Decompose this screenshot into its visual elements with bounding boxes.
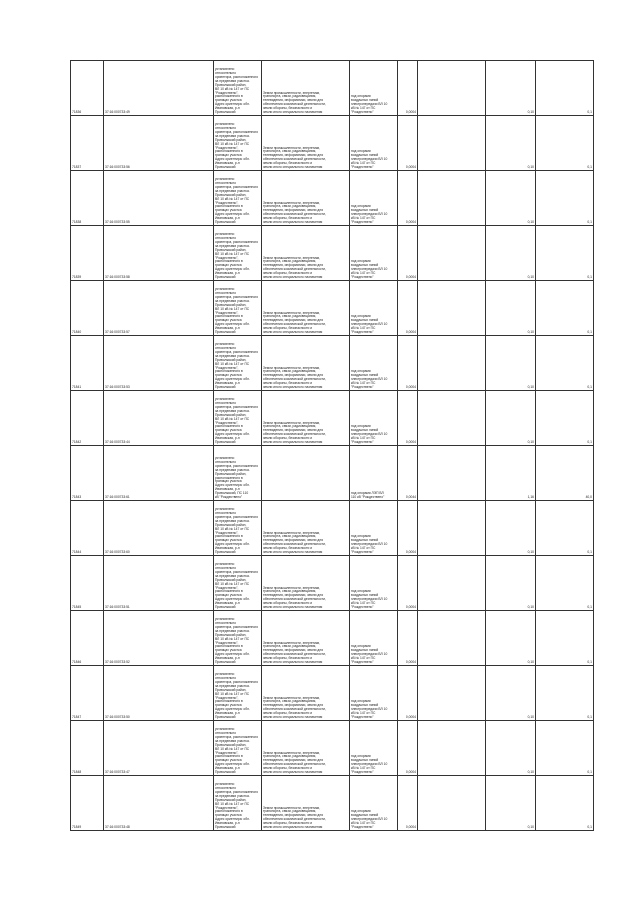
land-category-cell: Земли промышленности, энергетики, транспорта, связи, радиовещания, телевидения, информатики, земли для обеспечения космической деятельности, земли обороны, безопасности и земли иного специального назначения — [262, 666, 350, 721]
total-cell: 0,1 — [536, 666, 594, 721]
area-cell: 0,0004 — [398, 611, 418, 666]
land-category-cell: Земли промышленности, энергетики, транспорта, связи, радиовещания, телевидения, информатики, земли для обеспечения космической деятельности, земли обороны, безопасности и земли иного специального назначения — [262, 501, 350, 556]
empty-cell — [418, 61, 486, 116]
land-category-cell: Земли промышленности, энергетики, транспорта, связи, радиовещания, телевидения, информатики, земли для обеспечения космической деятельности, земли обороны, безопасности и земли иного специального назначения — [262, 556, 350, 611]
cadastral-number-cell: 37:16:000733:51 — [104, 556, 214, 611]
table-row — [71, 61, 594, 116]
table-body — [71, 61, 594, 831]
area-cell: 0,0004 — [398, 281, 418, 336]
purpose-cell: под опорами воздушных линий электропередачи ВЛ 10 кВ № 147 от ПС "Рождествено" — [350, 501, 398, 556]
area-cell: 0,0004 — [398, 776, 418, 831]
land-category-cell: Земли промышленности, энергетики, транспорта, связи, радиовещания, телевидения, информатики, земли для обеспечения космической деятельности, земли обороны, безопасности и земли иного специального назначения — [262, 226, 350, 281]
cadastral-value-cell: 0,10 — [486, 171, 536, 226]
land-category-cell: Земли промышленности, энергетики, транспорта, связи, радиовещания, телевидения, информатики, земли для обеспечения космической деятельности, земли обороны, безопасности и земли иного специального назначения — [262, 721, 350, 776]
total-cell: 0,1 — [536, 611, 594, 666]
area-cell: 0,0004 — [398, 61, 418, 116]
empty-cell — [418, 721, 486, 776]
document-sheet — [70, 60, 593, 831]
row-number-cell: 71838 — [71, 171, 104, 226]
location-cell: установлено относительно ориентира, расположенного за пределами участка. Приволжский район, ВЛ 10 кВ № 147 от ПС "Рождествено", расположенного в границах участка Адрес ориентира: обл. Ивановская, р-н Приволжский — [214, 611, 262, 666]
purpose-cell: под опорами ЛЭП ВЛ 110 кВ "Рождествено" — [350, 446, 398, 501]
table-row — [71, 226, 594, 281]
purpose-cell: под опорами воздушных линий электропередачи ВЛ 10 кВ № 147 от ПС "Рождествено" — [350, 226, 398, 281]
empty-cell — [418, 611, 486, 666]
land-category-cell: Земли промышленности, энергетики, транспорта, связи, радиовещания, телевидения, информатики, земли для обеспечения космической деятельности, земли обороны, безопасности и земли иного специального назначения — [262, 391, 350, 446]
area-cell: 0,0004 — [398, 171, 418, 226]
row-number-cell: 71836 — [71, 61, 104, 116]
empty-cell — [418, 776, 486, 831]
area-cell: 0,0004 — [398, 666, 418, 721]
row-number-cell: 71839 — [71, 226, 104, 281]
location-cell: установлено относительно ориентира, расположенного за пределами участка. Приволжский район, ВЛ 10 кВ № 147 от ПС "Рождествено", расположенного в границах участка Адрес ориентира: обл. Ивановская, р-н Приволжский — [214, 226, 262, 281]
area-cell: 0,0004 — [398, 501, 418, 556]
land-category-cell: Земли промышленности, энергетики, транспорта, связи, радиовещания, телевидения, информатики, земли для обеспечения космической деятельности, земли обороны, безопасности и земли иного специального назначения — [262, 61, 350, 116]
area-cell: 0,0044 — [398, 446, 418, 501]
empty-cell — [418, 281, 486, 336]
purpose-cell: под опорами воздушных линий электропередачи ВЛ 10 кВ № 147 от ПС "Рождествено" — [350, 556, 398, 611]
total-cell: 0,1 — [536, 336, 594, 391]
empty-cell — [418, 556, 486, 611]
purpose-cell: под опорами воздушных линий электропередачи ВЛ 10 кВ № 147 от ПС "Рождествено" — [350, 336, 398, 391]
total-cell: 0,1 — [536, 61, 594, 116]
location-cell: установлено относительно ориентира, расположенного за пределами участка. Приволжский район, ВЛ 10 кВ № 147 от ПС "Рождествено", расположенного в границах участка Адрес ориентира: обл. Ивановская, р-н Приволжский — [214, 336, 262, 391]
location-cell: установлено относительно ориентира, расположенного за пределами участка. Приволжский район, ВЛ 10 кВ № 147 от ПС "Рождествено", расположенного в границах участка Адрес ориентира: обл. Ивановская, р-н Приволжский — [214, 501, 262, 556]
cadastral-value-cell: 0,10 — [486, 611, 536, 666]
cadastral-number-cell: 37:16:000733:61 — [104, 446, 214, 501]
row-number-cell: 71841 — [71, 336, 104, 391]
purpose-cell: под опорами воздушных линий электропередачи ВЛ 10 кВ № 147 от ПС "Рождествено" — [350, 391, 398, 446]
land-category-cell — [262, 446, 350, 501]
land-category-cell: Земли промышленности, энергетики, транспорта, связи, радиовещания, телевидения, информатики, земли для обеспечения космической деятельности, земли обороны, безопасности и земли иного специального назначения — [262, 171, 350, 226]
land-category-cell: Земли промышленности, энергетики, транспорта, связи, радиовещания, телевидения, информатики, земли для обеспечения космической деятельности, земли обороны, безопасности и земли иного специального назначения — [262, 281, 350, 336]
location-cell: установлено относительно ориентира, расположенного за пределами участка. Приволжский район, ВЛ 10 кВ № 147 от ПС "Рождествено", расположенного в границах участка Адрес ориентира: обл. Ивановская, р-н Приволжский — [214, 721, 262, 776]
area-cell: 0,0004 — [398, 336, 418, 391]
row-number-cell: 71845 — [71, 556, 104, 611]
total-cell: 0,1 — [536, 391, 594, 446]
location-cell: установлено относительно ориентира, расположенного за пределами участка. Приволжский район, ВЛ 10 кВ № 147 от ПС "Рождествено", расположенного в границах участка Адрес ориентира: обл. Ивановская, р-н Приволжский — [214, 61, 262, 116]
table-row — [71, 446, 594, 501]
cadastral-value-cell: 0,10 — [486, 226, 536, 281]
table-row — [71, 116, 594, 171]
table-row — [71, 611, 594, 666]
cadastral-value-cell: 0,10 — [486, 556, 536, 611]
cadastral-value-cell: 0,10 — [486, 721, 536, 776]
location-cell: установлено относительно ориентира, расположенного за пределами участка. Приволжский район, ВЛ 10 кВ № 147 от ПС "Рождествено", расположенного в границах участка Адрес ориентира: обл. Ивановская, р-н Приволжский — [214, 171, 262, 226]
total-cell: 40,0 — [536, 446, 594, 501]
purpose-cell: под опорами воздушных линий электропередачи ВЛ 10 кВ № 147 от ПС "Рождествено" — [350, 116, 398, 171]
purpose-cell: под опорами воздушных линий электропередачи ВЛ 10 кВ № 147 от ПС "Рождествено" — [350, 61, 398, 116]
cadastral-value-cell: 0,10 — [486, 281, 536, 336]
total-cell: 0,1 — [536, 281, 594, 336]
land-parcels-table — [70, 60, 594, 831]
purpose-cell: под опорами воздушных линий электропередачи ВЛ 10 кВ № 147 от ПС "Рождествено" — [350, 776, 398, 831]
cadastral-value-cell: 0,10 — [486, 116, 536, 171]
area-cell: 0,0004 — [398, 721, 418, 776]
table-row — [71, 171, 594, 226]
total-cell: 0,1 — [536, 116, 594, 171]
total-cell: 0,1 — [536, 776, 594, 831]
empty-cell — [418, 226, 486, 281]
cadastral-number-cell: 37:16:000733:58 — [104, 226, 214, 281]
location-cell: установлено относительно ориентира, расположенного за пределами участка. Приволжский район, ВЛ 10 кВ № 147 от ПС "Рождествено", расположенного в границах участка Адрес ориентира: обл. Ивановская, р-н Приволжский — [214, 776, 262, 831]
empty-cell — [418, 391, 486, 446]
location-cell: установлено относительно ориентира, расположенного за пределами участка. Приволжский район, ВЛ 10 кВ № 147 от ПС "Рождествено", расположенного в границах участка Адрес ориентира: обл. Ивановская, р-н Приволжский — [214, 116, 262, 171]
empty-cell — [418, 446, 486, 501]
location-cell: установлено относительно ориентира, расположенного за пределами участка. Приволжский район, расположенного в границах участка Адрес ориентира: обл. Ивановская, р-н Приволжский, ПС 110 кВ "Рождествено" — [214, 446, 262, 501]
cadastral-value-cell: 0,10 — [486, 391, 536, 446]
table-row — [71, 556, 594, 611]
total-cell: 0,1 — [536, 171, 594, 226]
purpose-cell: под опорами воздушных линий электропередачи ВЛ 10 кВ № 147 от ПС "Рождествено" — [350, 721, 398, 776]
cadastral-number-cell: 37:16:000733:47 — [104, 721, 214, 776]
empty-cell — [418, 501, 486, 556]
cadastral-value-cell: 0,10 — [486, 776, 536, 831]
cadastral-number-cell: 37:16:000733:44 — [104, 391, 214, 446]
row-number-cell: 71840 — [71, 281, 104, 336]
empty-cell — [418, 336, 486, 391]
land-category-cell: Земли промышленности, энергетики, транспорта, связи, радиовещания, телевидения, информатики, земли для обеспечения космической деятельности, земли обороны, безопасности и земли иного специального назначения — [262, 336, 350, 391]
cadastral-value-cell: 1,16 — [486, 446, 536, 501]
cadastral-number-cell: 37:16:000733:52 — [104, 611, 214, 666]
cadastral-value-cell: 0,10 — [486, 336, 536, 391]
location-cell: установлено относительно ориентира, расположенного за пределами участка. Приволжский район, ВЛ 10 кВ № 147 от ПС "Рождествено", расположенного в границах участка Адрес ориентира: обл. Ивановская, р-н Приволжский — [214, 666, 262, 721]
cadastral-number-cell: 37:16:000733:60 — [104, 501, 214, 556]
row-number-cell: 71843 — [71, 446, 104, 501]
row-number-cell: 71844 — [71, 501, 104, 556]
empty-cell — [418, 666, 486, 721]
land-category-cell: Земли промышленности, энергетики, транспорта, связи, радиовещания, телевидения, информатики, земли для обеспечения космической деятельности, земли обороны, безопасности и земли иного специального назначения — [262, 116, 350, 171]
purpose-cell: под опорами воздушных линий электропередачи ВЛ 10 кВ № 147 от ПС "Рождествено" — [350, 611, 398, 666]
row-number-cell: 71837 — [71, 116, 104, 171]
cadastral-value-cell: 0,10 — [486, 61, 536, 116]
empty-cell — [418, 116, 486, 171]
row-number-cell: 71842 — [71, 391, 104, 446]
table-row — [71, 281, 594, 336]
area-cell: 0,0004 — [398, 391, 418, 446]
row-number-cell: 71849 — [71, 776, 104, 831]
table-row — [71, 391, 594, 446]
cadastral-number-cell: 37:16:000733:56 — [104, 116, 214, 171]
location-cell: установлено относительно ориентира, расположенного за пределами участка. Приволжский район, ВЛ 10 кВ № 147 от ПС "Рождествено", расположенного в границах участка Адрес ориентира: обл. Ивановская, р-н Приволжский — [214, 391, 262, 446]
purpose-cell: под опорами воздушных линий электропередачи ВЛ 10 кВ № 147 от ПС "Рождествено" — [350, 666, 398, 721]
cadastral-number-cell: 37:16:000733:49 — [104, 61, 214, 116]
area-cell: 0,0004 — [398, 556, 418, 611]
table-row — [71, 721, 594, 776]
purpose-cell: под опорами воздушных линий электропередачи ВЛ 10 кВ № 147 от ПС "Рождествено" — [350, 281, 398, 336]
empty-cell — [418, 171, 486, 226]
total-cell: 0,1 — [536, 226, 594, 281]
row-number-cell: 71846 — [71, 611, 104, 666]
cadastral-value-cell: 0,10 — [486, 501, 536, 556]
land-category-cell: Земли промышленности, энергетики, транспорта, связи, радиовещания, телевидения, информатики, земли для обеспечения космической деятельности, земли обороны, безопасности и земли иного специального назначения — [262, 776, 350, 831]
total-cell: 0,1 — [536, 556, 594, 611]
cadastral-number-cell: 37:16:000733:50 — [104, 666, 214, 721]
area-cell: 0,0004 — [398, 116, 418, 171]
cadastral-number-cell: 37:16:000733:53 — [104, 336, 214, 391]
land-category-cell: Земли промышленности, энергетики, транспорта, связи, радиовещания, телевидения, информатики, земли для обеспечения космической деятельности, земли обороны, безопасности и земли иного специального назначения — [262, 611, 350, 666]
row-number-cell: 71847 — [71, 666, 104, 721]
total-cell: 0,1 — [536, 501, 594, 556]
table-row — [71, 501, 594, 556]
total-cell: 0,1 — [536, 721, 594, 776]
table-row — [71, 776, 594, 831]
table-row — [71, 666, 594, 721]
purpose-cell: под опорами воздушных линий электропередачи ВЛ 10 кВ № 147 от ПС "Рождествено" — [350, 171, 398, 226]
cadastral-number-cell: 37:16:000733:48 — [104, 776, 214, 831]
location-cell: установлено относительно ориентира, расположенного за пределами участка. Приволжский район, ВЛ 10 кВ № 147 от ПС "Рождествено", расположенного в границах участка Адрес ориентира: обл. Ивановская, р-н Приволжский — [214, 556, 262, 611]
cadastral-value-cell: 0,10 — [486, 666, 536, 721]
cadastral-number-cell: 37:16:000733:55 — [104, 171, 214, 226]
area-cell: 0,0004 — [398, 226, 418, 281]
row-number-cell: 71848 — [71, 721, 104, 776]
location-cell: установлено относительно ориентира, расположенного за пределами участка. Приволжский район, ВЛ 10 кВ № 147 от ПС "Рождествено", расположенного в границах участка Адрес ориентира: обл. Ивановская, р-н Приволжский — [214, 281, 262, 336]
cadastral-number-cell: 37:16:000733:57 — [104, 281, 214, 336]
table-row — [71, 336, 594, 391]
